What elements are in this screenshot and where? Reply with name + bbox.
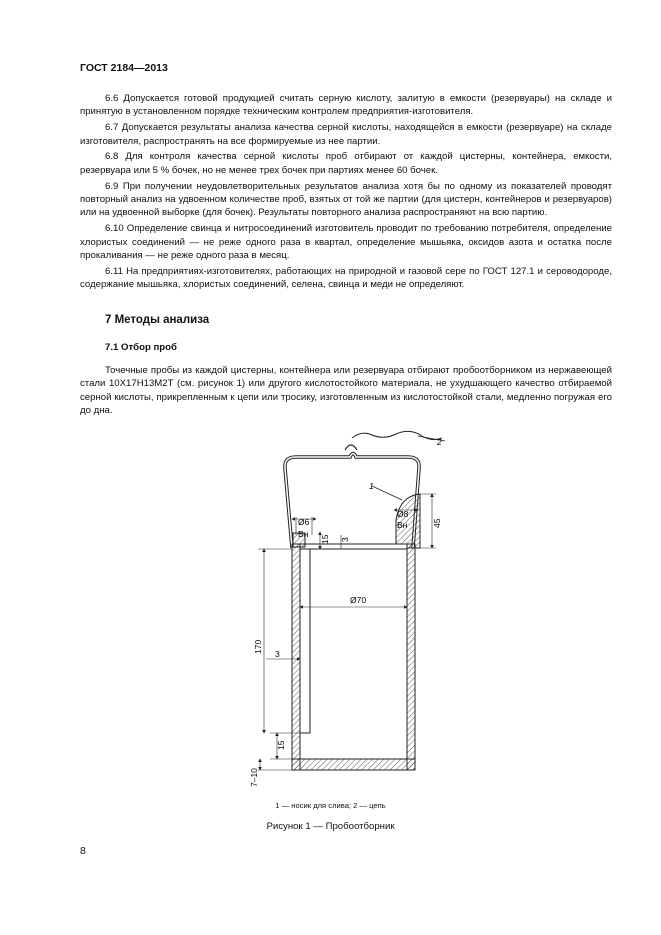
dim-45: 45: [432, 518, 442, 528]
vn-left: Вн: [298, 529, 309, 539]
paragraph-6-6: 6.6 Допускается готовой продукцией считать серную кислоту, залитую в емкости (резервуары) на складе и принятую в установленном порядке техническим контролем предприятия-изготовителя.: [80, 93, 612, 118]
dim-15-top: 15: [320, 534, 330, 544]
handle-hook: [345, 445, 357, 450]
inner-tube: [300, 549, 310, 733]
dim-3-wall: 3: [275, 649, 280, 659]
dim-d6: Ø6: [298, 517, 310, 527]
paragraph-6-9: 6.9 При получении неудовлетворительных результатов анализа хотя бы по одному из показателей проводят повторный анализ на удвоенном количестве проб, взятых от той же партии (для цистерн, контейнеров и резервуаров) или на удвоенной выборке (для бочек). Результаты повторного анализа распространяют на всю партию.: [80, 180, 612, 219]
figure-caption: Рисунок 1 — Пробоотборник: [266, 821, 395, 832]
left-wall: [292, 544, 300, 770]
subsection-heading: 7.1 Отбор проб: [105, 342, 177, 353]
callout-2: 2: [437, 437, 442, 447]
right-wall: [407, 544, 415, 770]
lid: [300, 544, 407, 549]
dim-d70: Ø70: [350, 595, 367, 605]
document-code: ГОСТ 2184—2013: [80, 62, 168, 74]
paragraph-6-10: 6.10 Определение свинца и нитросоединений изготовитель проводит по требованию потребителя, определение хлористых соединений — не реже одного раза в квартал, определение мышьяка, оксидов азота и остатка после прокаливания — не реже одного раза в месяц.: [80, 223, 612, 262]
dim-d8: Ø8: [397, 509, 409, 519]
dim-15-bottom: 15: [276, 740, 286, 750]
dim-170: 170: [253, 639, 263, 654]
section-heading: 7 Методы анализа: [105, 314, 210, 326]
paragraph-6-11: 6.11 На предприятиях-изготовителях, работающих на природной и газовой сере по ГОСТ 127.1 и сероводороде, содержание мышьяка, хлористых соединений, селена, свинца и меди не определяют.: [80, 265, 612, 291]
callout-1: 1: [369, 481, 374, 491]
chain: [352, 431, 442, 439]
paragraph-6-7: 6.7 Допускается результаты анализа качества серной кислоты, находящейся в емкости (резервуаре) на складе изготовителя, распространять на все формируемые из нее партии.: [80, 122, 612, 147]
dim-7-10: 7–10: [249, 768, 259, 787]
dim-3-top: 3: [340, 537, 350, 542]
page-number: 8: [80, 845, 86, 857]
sampling-paragraph: Точечные пробы из каждой цистерны, контейнера или резервуара отбирают пробоотборником из нержавеющей стали 10Х17Н13М2Т (см. рисунок 1) или другого кислотостойкого материала, не ухудшающего качество отбираемой серной кислоты, прикрепленным к цепи или тросику, изготовленным из кислотостойкой стали, медленно погружая его до дна.: [80, 365, 612, 417]
vn-right: Вн: [397, 520, 408, 530]
paragraph-6-8: 6.8 Для контроля качества серной кислоты проб отбирают от каждой цистерны, контейнера, емкости, резервуара или 5 % бочек, но не менее трех бочек при партиях менее 60 бочек.: [80, 151, 612, 176]
vessel-bottom: [292, 759, 415, 770]
figure-legend: 1 — носик для слива; 2 — цепь: [275, 801, 386, 810]
